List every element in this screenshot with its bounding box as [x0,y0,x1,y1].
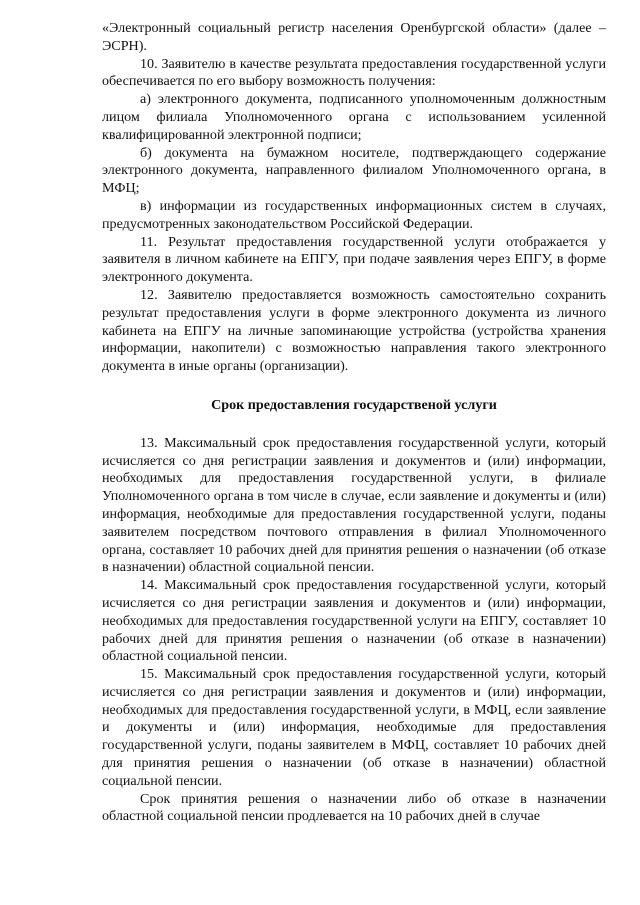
paragraph-12: 12. Заявителю предоставляется возможность самостоятельно сохранить результат предоставления услуги в форме электронного документа из личного кабинета на ЕПГУ на личные запоминающие устройства (устройства хранения информации, накопители) с возможностью направления такого электронного документа в иные органы (организации). [102,286,606,375]
paragraph-13: 13. Максимальный срок предоставления государственной услуги, который исчисляется со дня регистрации заявления и документов и (или) информации, необходимых для предоставления государственной услуги, в филиале Уполномоченного органа в том числе в случае, если заявление и документы и (или) информация, необходимые для предоставления государственной услуги, поданы заявителем посредством почтового отправления в филиал Уполномоченного органа, составляет 10 рабочих дней для принятия решения о назначении (об отказе в назначении) областной социальной пенсии. [102,434,606,576]
paragraph-10: 10. Заявителю в качестве результата предоставления государственной услуги обеспечивается по его выбору возможность получения: [102,55,606,90]
paragraph-last: Срок принятия решения о назначении либо об отказе в назначении областной социальной пенсии продлевается на 10 рабочих дней в случае [102,790,606,825]
paragraph-10-a: а) электронного документа, подписанного уполномоченным должностным лицом филиала Уполномоченного органа с использованием усиленной квалифицированной электронной подписи; [102,91,606,143]
paragraph-15: 15. Максимальный срок предоставления государственной услуги, который исчисляется со дня регистрации заявления и документов и (или) информации, необходимых для предоставления государственной услуги, в МФЦ, если заявление и документы и (или) информация, необходимые для предоставления государственной услуги, поданы заявителем в МФЦ, составляет 10 рабочих дней для принятия решения о назначении (об отказе в назначении) областной социальной пенсии. [102,666,606,789]
section-heading: Срок предоставления государственой услуги [211,396,497,413]
paragraph-14: 14. Максимальный срок предоставления государственной услуги, который исчисляется со дня регистрации заявления и документов и (или) информации, необходимых для предоставления государственной услуги на ЕПГУ, составляет 10 рабочих дней для принятия решения о назначении (об отказе в назначении) областной социальной пенсии. [102,577,606,665]
paragraph-11: 11. Результат предоставления государственной услуги отображается у заявителя в личном кабинете на ЕПГУ, при подаче заявления через ЕПГУ, в форме электронного документа. [102,233,606,286]
paragraph-10-c: в) информации из государственных информационных систем в случаях, предусмотренных законодательством Российской Федерации. [102,197,606,232]
paragraph-intro: «Электронный социальный регистр населения Оренбургской области» (далее – ЭСРН). [102,20,606,54]
paragraph-10-b: б) документа на бумажном носителе, подтверждающего содержание электронного документа, направленного филиалом Уполномоченного органа, в МФЦ; [102,144,606,197]
